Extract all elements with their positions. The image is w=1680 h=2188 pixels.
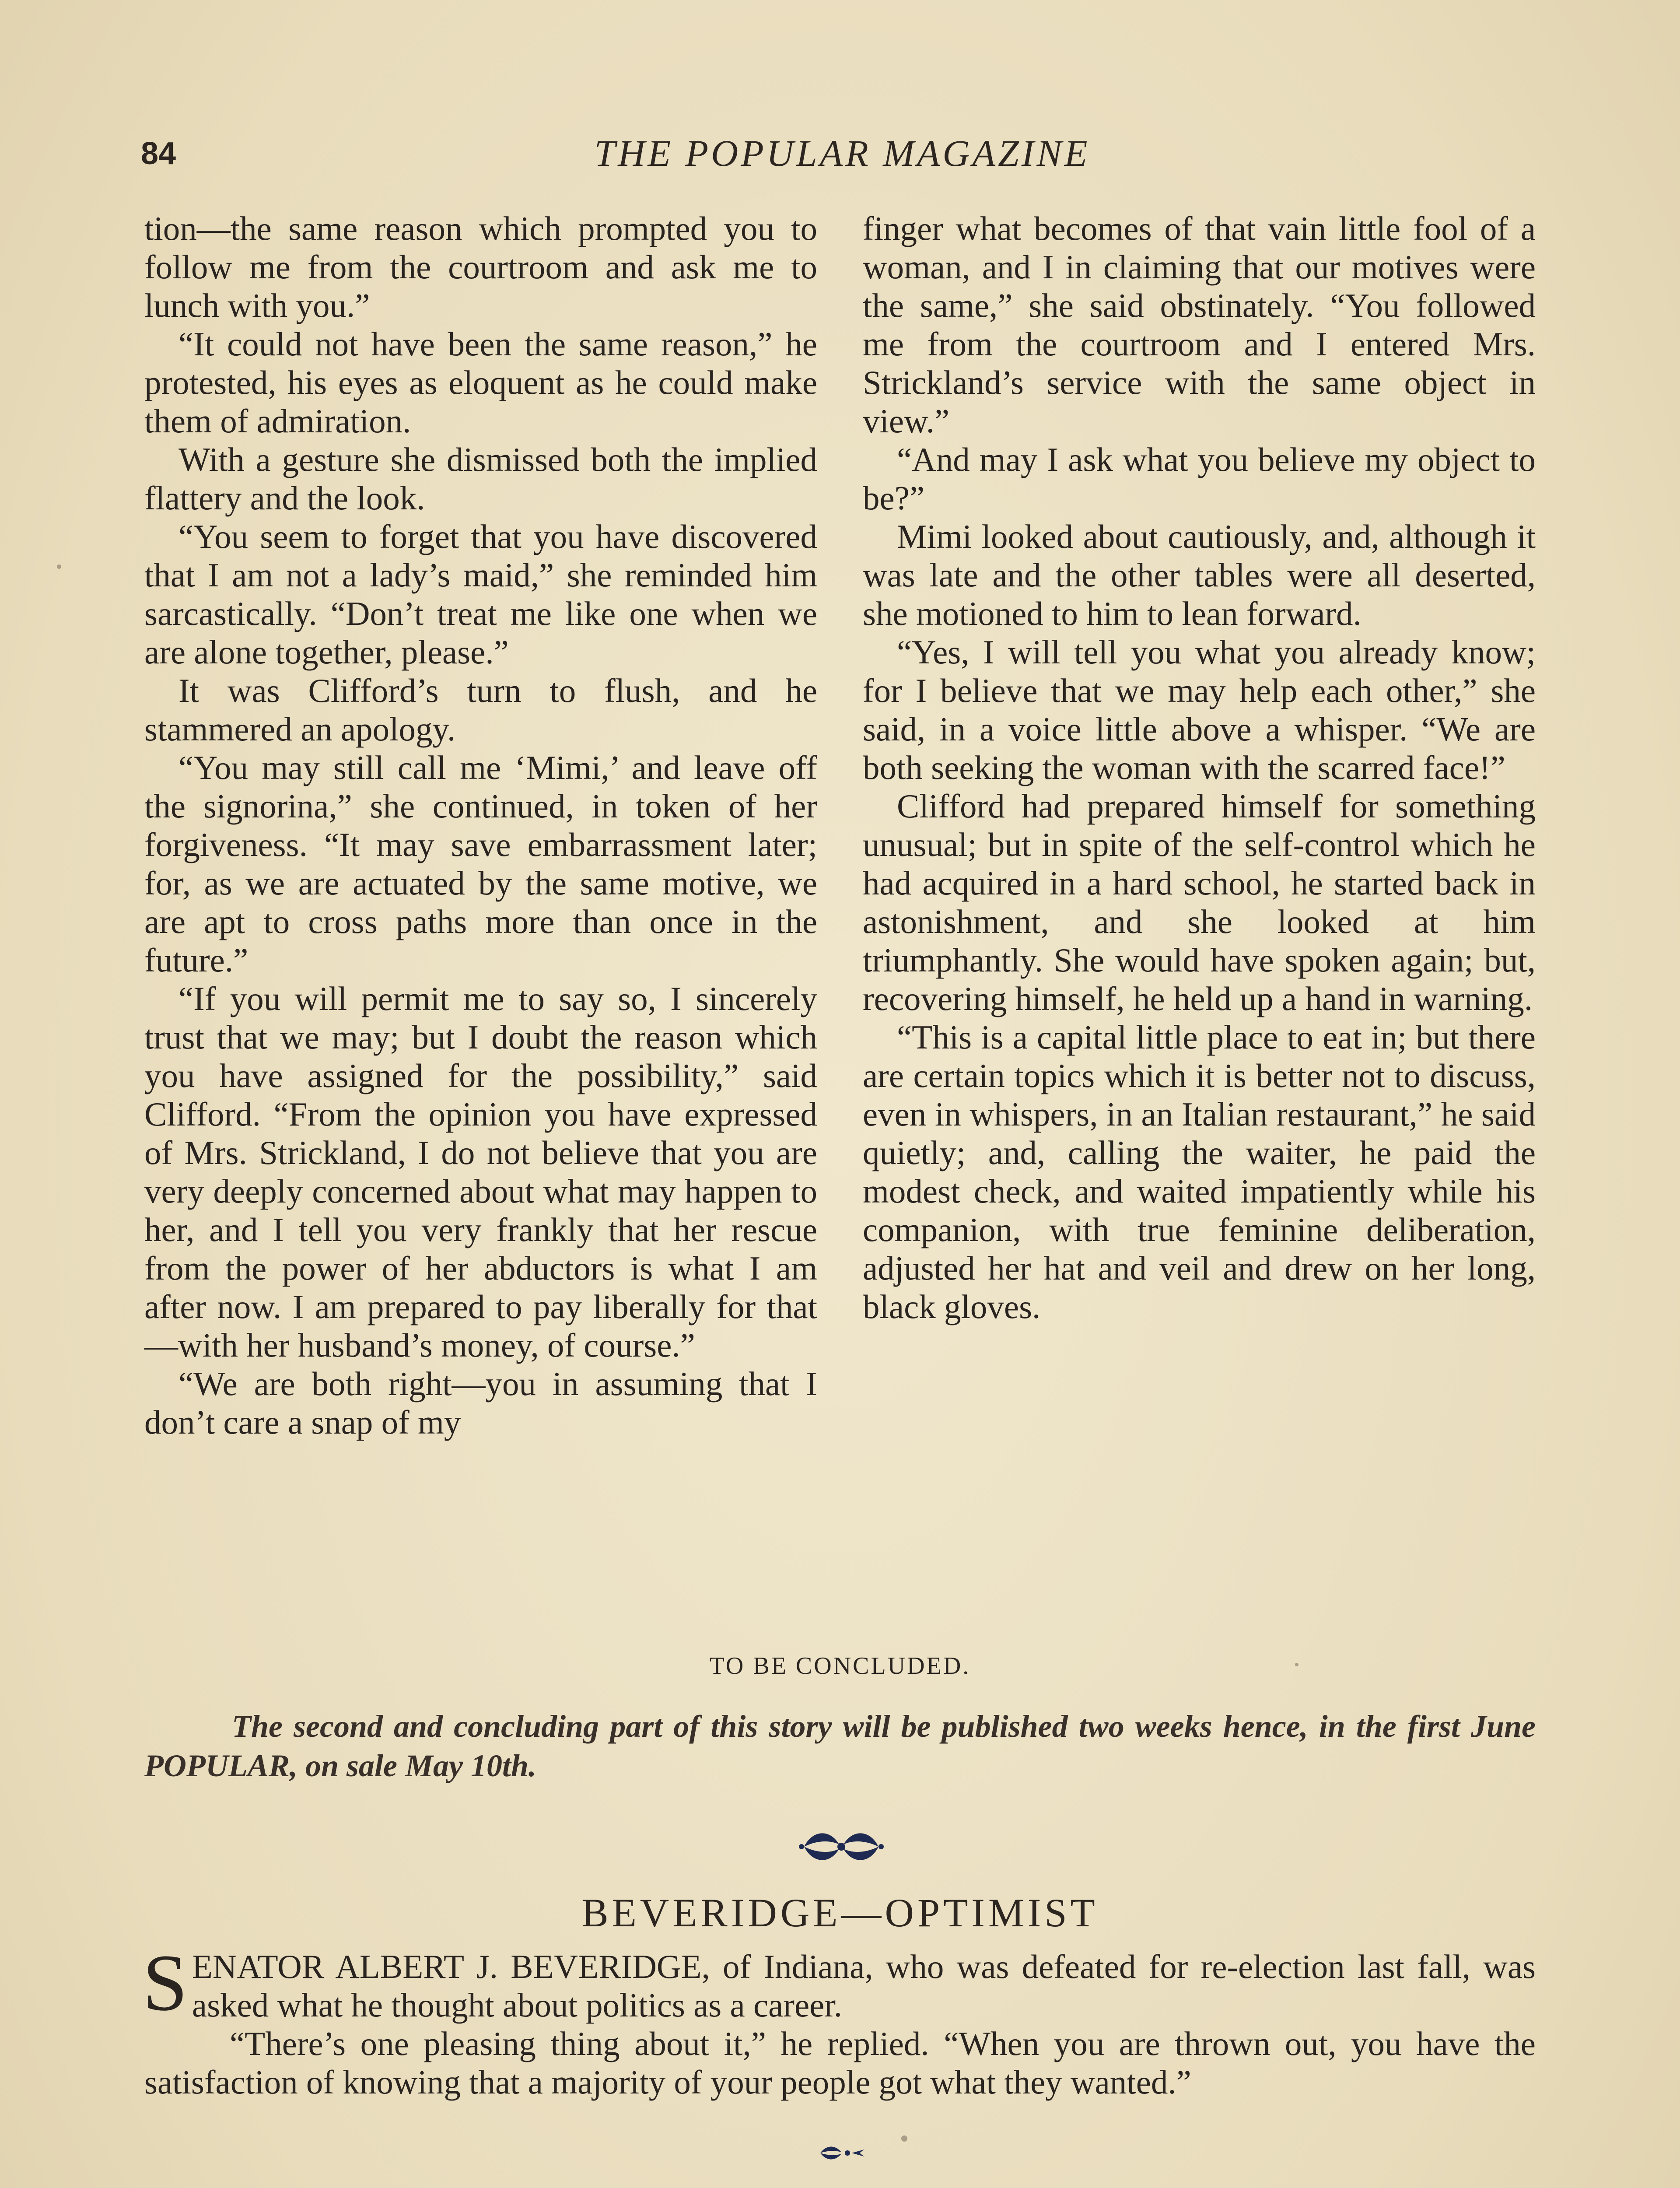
left-paragraph: “It could not have been the same reason,” he protested, his eyes as eloquent as he could make them of admiration. xyxy=(144,325,817,440)
left-paragraph: “You may still call me ‘Mimi,’ and leave off the signorina,” she continued, in token of her forgiveness. “It may save embarrassment later; for, as we are actuated by the same motive, we are apt to cross paths more than once in the future.” xyxy=(144,749,817,979)
right-paragraph: “Yes, I will tell you what you already know; for I believe that we may help each other,” she said, in a voice little above a whisper. “We are both seeking the woman with the scarred face!” xyxy=(863,633,1536,786)
article-paragraph: “There’s one pleasing thing about it,” he replied. “When you are thrown out, you have the satisfaction of knowing that a majority of your people got what they wanted.” xyxy=(144,2025,1536,2101)
paper-speck xyxy=(57,565,61,569)
article-title-beveridge: BEVERIDGE—OPTIMIST xyxy=(581,1890,1099,1935)
right-paragraph: “And may I ask what you believe my object to be?” xyxy=(863,441,1536,517)
right-paragraph: Clifford had prepared himself for something unusual; but in spite of the self-control which he had acquired in a hard school, he started back in astonishment, and she looked at him triumphantly. She would have spoken again; but, recovering himself, he held up a hand in warning. xyxy=(863,787,1536,1017)
page-number: 84 xyxy=(141,136,176,171)
right-paragraph: Mimi looked about cautiously, and, although it was late and the other tables were all deserted, she motioned to him to lean forward. xyxy=(863,518,1536,632)
left-paragraph: With a gesture she dismissed both the implied flattery and the look. xyxy=(144,441,817,517)
left-paragraph: “If you will permit me to say so, I sincerely trust that we may; but I doubt the reason which you have assigned for the possibility,” said Clifford. “From the opinion you have expressed of Mrs. Strickland, I do not believe that you are very deeply concerned about what may happen to her, and I tell you very frankly that her rescue from the power of her abductors is what I am after now. I am prepared to pay liberally for that—with her husband’s money, of course.” xyxy=(144,980,817,1364)
to-be-concluded: TO BE CONCLUDED. xyxy=(709,1652,971,1680)
right-paragraph: finger what becomes of that vain little fool of a woman, and I in claiming that our motives were the same,” she said obstinately. “You followed me from the courtroom and I entered Mrs. Strickland’s service with the same object in view.” xyxy=(863,210,1536,440)
article-body-beveridge xyxy=(143,1938,1536,2101)
editor-note: The second and concluding part of this story will be published two weeks hence, in the first June POPULAR, on sale May 10th. xyxy=(144,1709,1536,1783)
left-paragraph: “You seem to forget that you have discovered that I am not a lady’s maid,” she reminded him sarcastically. “Don’t treat me like one when we are alone together, please.” xyxy=(144,518,817,671)
running-head: THE POPULAR MAGAZINE xyxy=(594,132,1090,174)
right-column xyxy=(863,209,1536,1326)
article-paragraph: ENATOR ALBERT J. BEVERIDGE, of Indiana, who was defeated for re-election last fall, was asked what he thought about politics as a career. xyxy=(192,1948,1536,2024)
left-paragraph: It was Clifford’s turn to flush, and he stammered an apology. xyxy=(144,672,817,748)
paper-speck xyxy=(1295,1663,1298,1666)
right-paragraph: “This is a capital little place to eat in; but there are certain topics which it is better not to discuss, even in whispers, in an Italian restaurant,” he said quietly; and, calling the waiter, he paid the modest check, and waited impatiently while his companion, with true feminine deliberation, adjusted her hat and veil and drew on her long, black gloves. xyxy=(863,1018,1536,1325)
left-column xyxy=(144,209,817,1441)
paper-speck xyxy=(901,2135,907,2142)
ornament-icon xyxy=(795,1820,887,1873)
left-paragraph: “We are both right—you in assuming that I don’t care a snap of my xyxy=(144,1365,817,1441)
left-paragraph: tion—the same reason which prompted you to follow me from the courtroom and ask me to lunch with you.” xyxy=(144,210,817,324)
drop-cap: S xyxy=(143,1938,188,2028)
small-ornament-icon xyxy=(816,2140,868,2166)
